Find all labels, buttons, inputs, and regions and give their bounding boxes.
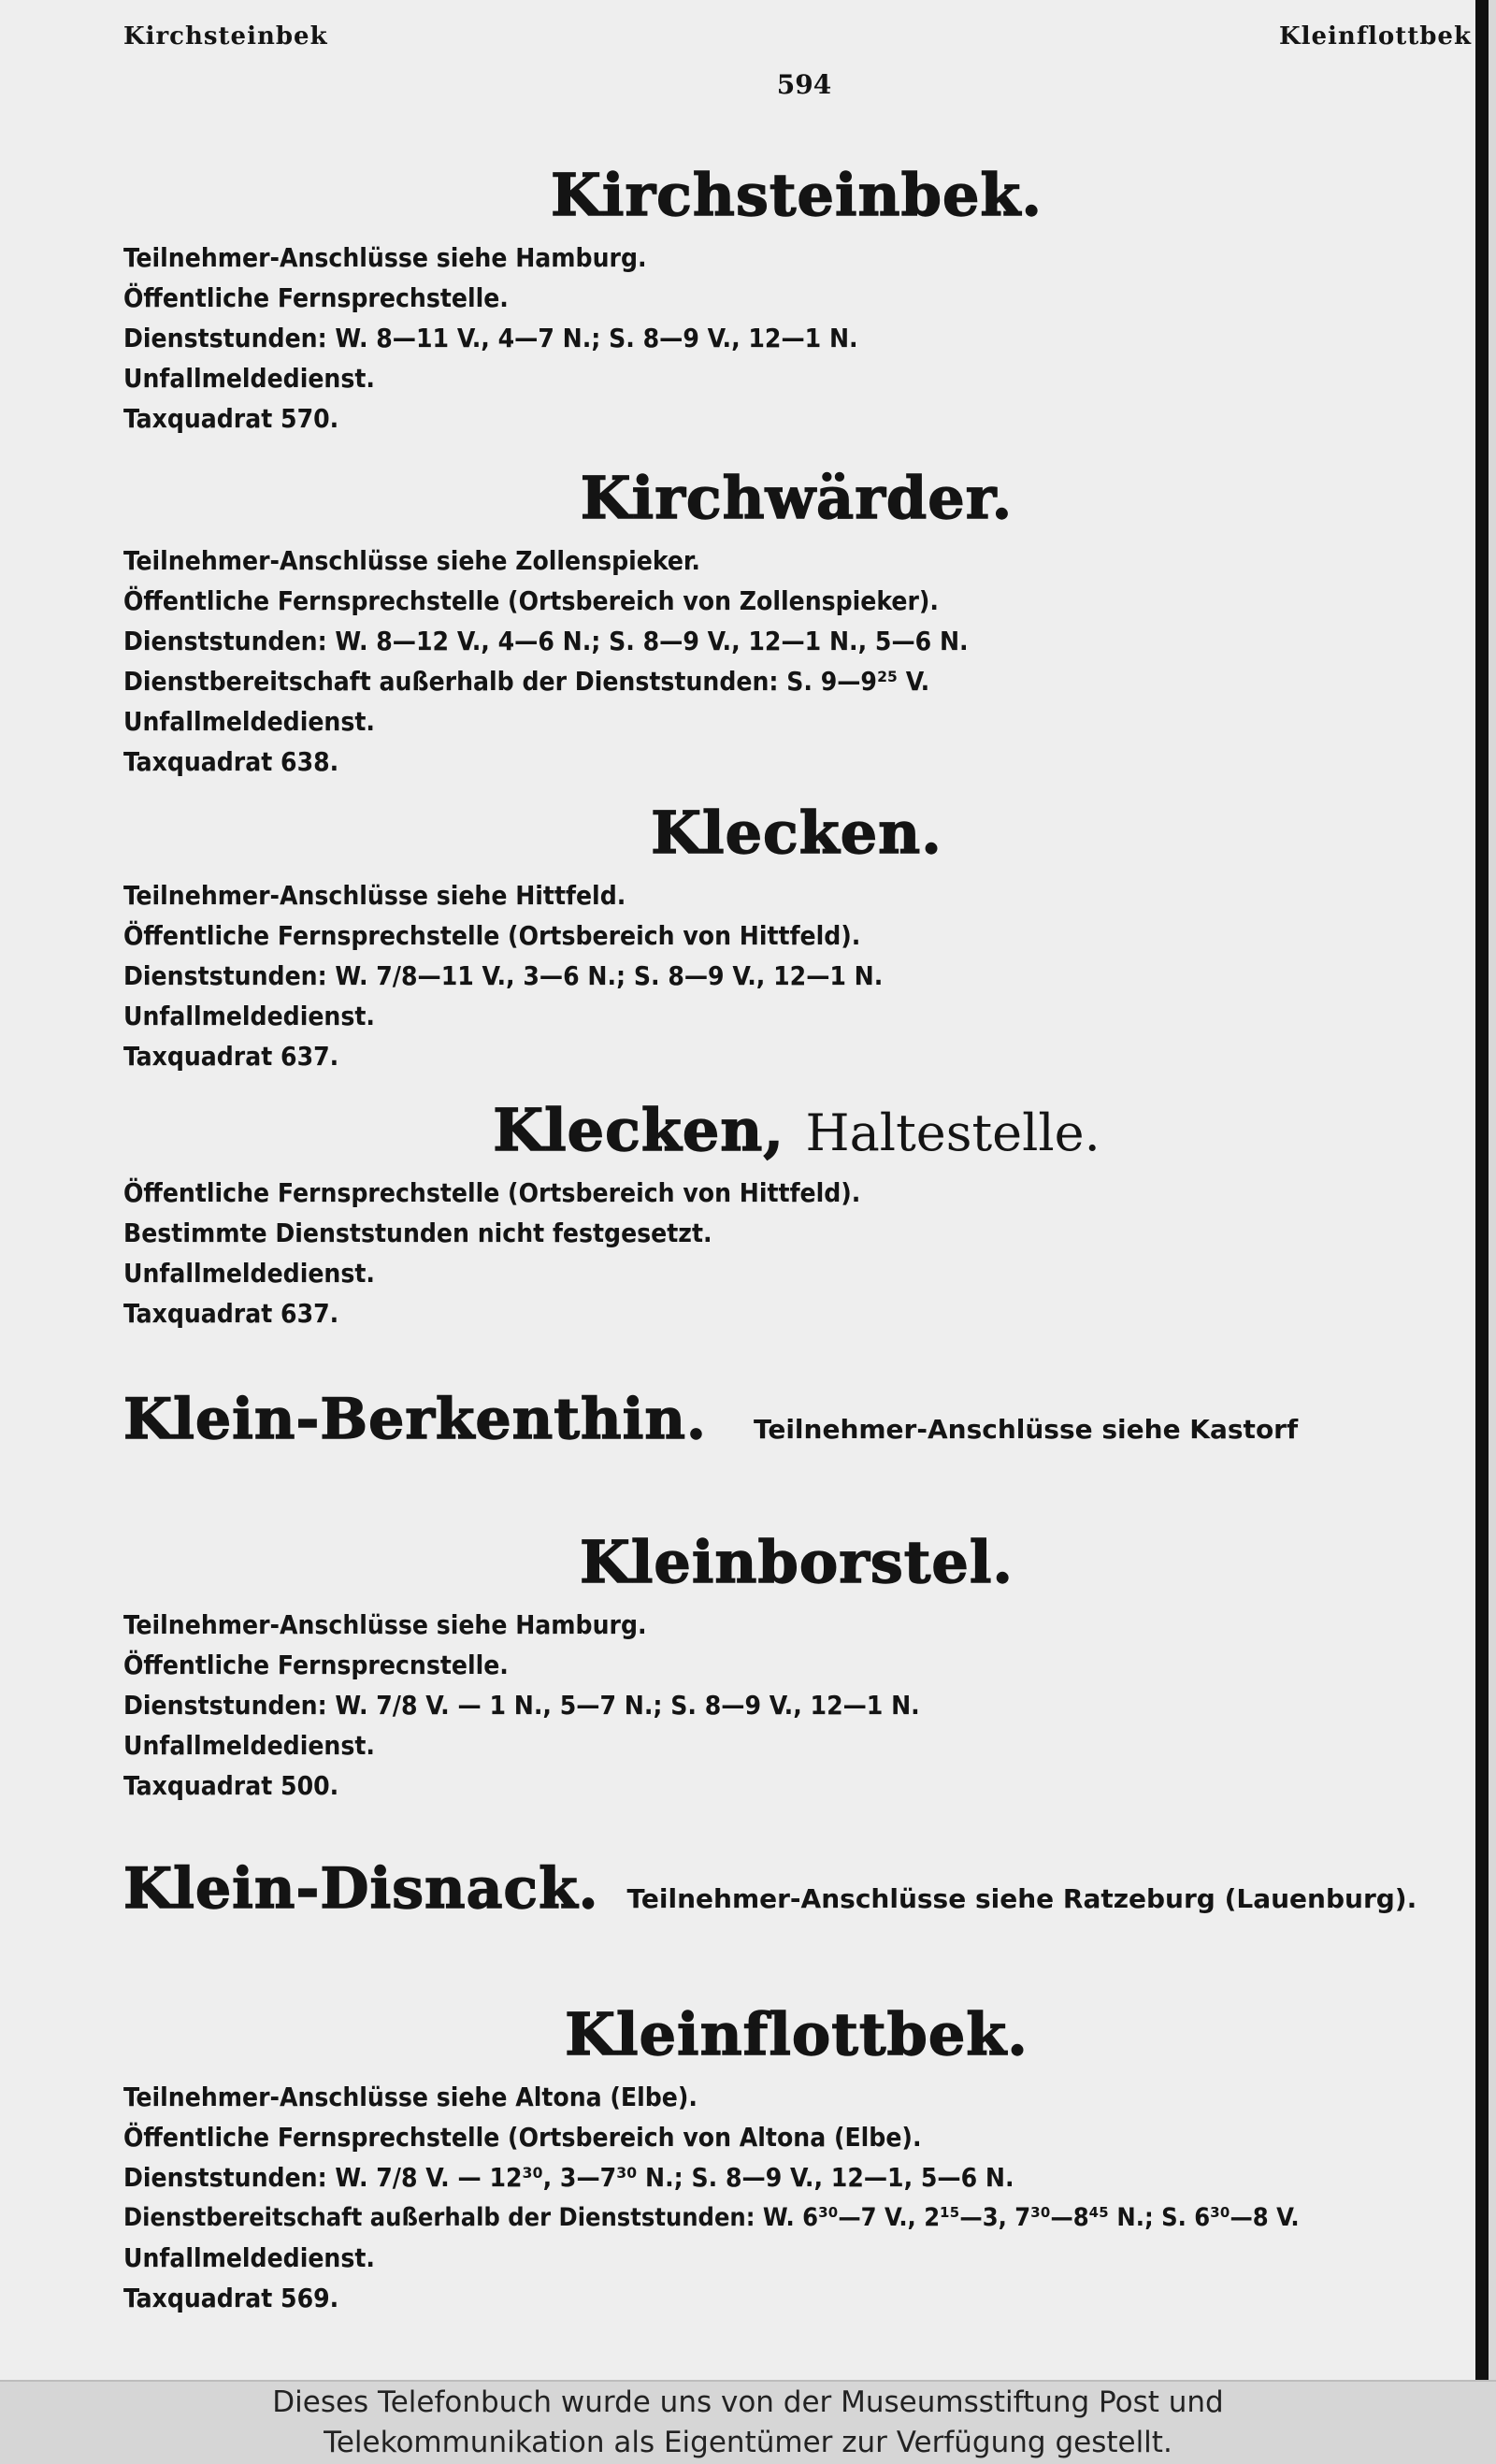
entry-klecken	[123, 799, 1470, 1076]
entry-line: Unfallmeldedienst.	[123, 363, 375, 394]
entry-kirchsteinbek	[123, 161, 1470, 439]
entry-kleinflottbek	[123, 2000, 1470, 2318]
entry-line: Dienstbereitschaft außerhalb der Dienststunden: W. 6³⁰—7 V., 2¹⁵—3, 7³⁰—8⁴⁵ N.; S. 6³⁰—8 V.	[123, 2203, 1300, 2232]
entry-line: Dienstbereitschaft außerhalb der Dienststunden: S. 9—9²⁵ V.	[123, 666, 930, 697]
entry-line: Öffentliche Fernsprechstelle (Ortsbereich von Hittfeld).	[123, 920, 861, 951]
entry-line: Dienststunden: W. 7/8 V. — 12³⁰, 3—7³⁰ N.; S. 8—9 V., 12—1, 5—6 N.	[123, 2162, 1014, 2193]
entry-line: Unfallmeldedienst.	[123, 1001, 375, 1031]
entry-line: Unfallmeldedienst.	[123, 706, 375, 737]
entry-line: Taxquadrat 569.	[123, 2283, 339, 2313]
running-head-right: Kleinflottbek	[1279, 22, 1472, 50]
entry-title: Kirchwärder.	[580, 464, 1014, 532]
entry-line: Unfallmeldedienst.	[123, 1258, 375, 1289]
entry-line: Teilnehmer-Anschlüsse siehe Hamburg.	[123, 242, 647, 273]
footer-line-1: Dieses Telefonbuch wurde uns von der Museumsstiftung Post und	[272, 2385, 1224, 2419]
entry-line: Unfallmeldedienst.	[123, 2242, 375, 2273]
entry-line: Taxquadrat 570.	[123, 403, 339, 434]
entry-line: Taxquadrat 638.	[123, 746, 339, 777]
entry-line: Dienststunden: W. 8—11 V., 4—7 N.; S. 8—9 V., 12—1 N.	[123, 323, 858, 353]
entry-title: Klecken,	[493, 1096, 784, 1164]
entry-line: Dienststunden: W. 7/8—11 V., 3—6 N.; S. 8—9 V., 12—1 N.	[123, 960, 884, 991]
entry-kleinborstel	[123, 1528, 1470, 1806]
entry-line: Teilnehmer-Anschlüsse siehe Hamburg.	[123, 1609, 647, 1640]
entry-title: Klein-Berkenthin.	[123, 1387, 707, 1452]
entry-klein-disnack	[123, 1856, 1417, 1922]
entry-title-suffix: Haltestelle.	[805, 1103, 1100, 1162]
entry-line: Teilnehmer-Anschlüsse siehe Zollenspieker.	[123, 545, 700, 576]
entry-line: Öffentliche Fernsprechstelle.	[123, 282, 509, 313]
entry-title-row	[123, 1096, 1470, 1164]
entry-kirchwaerder	[123, 464, 1470, 782]
entry-klecken-haltestelle	[123, 1096, 1470, 1333]
entry-line: Öffentliche Fernsprecnstelle.	[123, 1650, 509, 1680]
running-head-left: Kirchsteinbek	[123, 22, 328, 50]
entry-title: Klecken.	[651, 799, 942, 867]
entry-title: Klein-Disnack.	[123, 1856, 599, 1922]
footer-line-2: Telekommunikation als Eigentümer zur Verfügung gestellt.	[324, 2426, 1172, 2459]
attribution-footer	[0, 2380, 1496, 2464]
entry-line: Teilnehmer-Anschlüsse siehe Hittfeld.	[123, 880, 626, 911]
entry-line: Taxquadrat 637.	[123, 1298, 339, 1329]
page-binding-shadow	[1475, 0, 1489, 2380]
page-edge	[1489, 0, 1496, 2380]
entry-title: Kleinflottbek.	[565, 2000, 1028, 2068]
entry-title: Kleinborstel.	[579, 1528, 1014, 1596]
page-number: 594	[776, 69, 832, 100]
entry-line: Taxquadrat 500.	[123, 1770, 339, 1801]
entry-line: Öffentliche Fernsprechstelle (Ortsbereich von Zollenspieker).	[123, 585, 939, 616]
entry-line: Dienststunden: W. 8—12 V., 4—6 N.; S. 8—9 V., 12—1 N., 5—6 N.	[123, 626, 969, 656]
entry-inline-text: Teilnehmer-Anschlüsse siehe Ratzeburg (Lauenburg).	[626, 1883, 1417, 1914]
entry-klein-berkenthin	[123, 1387, 1299, 1452]
entry-line: Bestimmte Dienststunden nicht festgesetzt.	[123, 1218, 712, 1248]
entry-line: Teilnehmer-Anschlüsse siehe Altona (Elbe).	[123, 2082, 698, 2112]
entry-line: Öffentliche Fernsprechstelle (Ortsbereich von Hittfeld).	[123, 1177, 861, 1208]
entry-line: Unfallmeldedienst.	[123, 1730, 375, 1761]
entry-line: Öffentliche Fernsprechstelle (Ortsbereich von Altona (Elbe).	[123, 2122, 922, 2153]
entry-line: Taxquadrat 637.	[123, 1041, 339, 1072]
entry-inline-text: Teilnehmer-Anschlüsse siehe Kastorf	[753, 1414, 1299, 1445]
entry-line: Dienststunden: W. 7/8 V. — 1 N., 5—7 N.; S. 8—9 V., 12—1 N.	[123, 1690, 920, 1721]
entry-title: Kirchsteinbek.	[551, 161, 1043, 229]
